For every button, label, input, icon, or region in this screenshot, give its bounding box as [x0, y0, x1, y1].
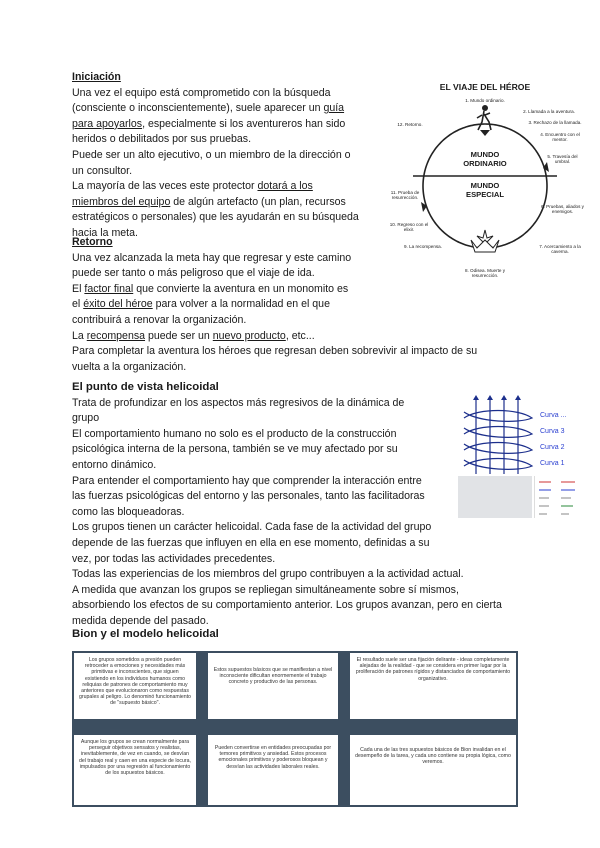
paragraph-line: El factor final que convierte la aventura en un monomito es: [72, 282, 349, 295]
hero-journey-diagram: [385, 78, 585, 288]
paragraph-line: medida depende del pasado.: [72, 614, 209, 627]
bion-model-grid: [72, 651, 518, 807]
paragraph-line: vez, por todas las actividades precedentes.: [72, 552, 276, 565]
bion-cell: Pueden convertirse en entidades preocupadas por temores primitivos y ansiedad. Estos procesos emocionales primitivos y poderosos bloquean y desvían las actividades laborales reales.: [208, 735, 338, 805]
hero-figure-icon: [477, 105, 491, 130]
helix-image-placeholder: [458, 476, 532, 518]
paragraph-line: para apoyarlos, especialmente si los aventureros han sido: [72, 117, 346, 130]
hero-step-label: 12. Retorno.: [397, 122, 423, 127]
paragraph-line: Puede ser un alto ejecutivo, o un miembro de la dirección o: [72, 148, 351, 161]
paragraph-line: (consciente o inconscientemente), suele aparecer un guía: [72, 102, 345, 115]
paragraph-line: depende de las fuerzas que influyen en ella en ese momento, definidas a su: [72, 536, 430, 549]
paragraph-line: A medida que avanzan los grupos se repliegan simultáneamente sobre sí mismos,: [72, 583, 459, 596]
world-special-label: MUNDO ESPECIAL: [466, 181, 504, 199]
hero-step-label: 6. Pruebas, aliados y enemigos.: [541, 204, 584, 215]
paragraph-line: estratégicos o personales) que les ayudarán en su búsqueda: [72, 211, 359, 224]
hero-diagram-title: EL VIAJE DEL HÉROE: [439, 82, 531, 92]
hero-step-label: 5. Travesía del umbral.: [547, 154, 578, 165]
hero-step-label: 11. Prueba de resurrección.: [390, 190, 420, 201]
paragraph-line: Todas las experiencias de los miembros del grupo contribuyen a la actividad actual.: [72, 568, 464, 581]
hero-step-label: 3. Rechazo de la llamada.: [528, 120, 582, 125]
heading-helicoidal: El punto de vista helicoidal: [72, 381, 219, 393]
paragraph-line: miembros del equipo de algún artefacto (un plan, recursos: [72, 195, 346, 208]
paragraph-line: Para entender el comportamiento hay que comprender la interacción entre: [72, 474, 422, 487]
paragraph-line: psicológica interna de la persona, también se ve muy afectado por su: [72, 443, 398, 456]
heading-iniciacion: Iniciación: [72, 71, 121, 83]
bion-cell: Aunque los grupos se crean normalmente para perseguir objetivos sensatos y realistas, inevitablemente, de vez en cuando, se desvían del trabajo real y caen en una especie de locura, impulsados por una regresión al funcionamiento de los supuestos básicos.: [74, 735, 196, 805]
hero-step-label: 8. Odisea. Muerte y resurrección.: [464, 268, 506, 279]
paragraph-line: puede ser tanto o más peligroso que el viaje de ida.: [72, 267, 315, 280]
paragraph-line: Para completar la aventura los héroes que regresan deben sobrevivir al impacto de su: [72, 345, 478, 358]
paragraph-line: Los grupos tienen un carácter helicoidal. Cada fase de la actividad del grupo: [72, 521, 432, 534]
bion-cell: Los grupos sometidos a presión pueden retroceder a emociones y necesidades más primitivas e inconscientes, que siguen existiendo en los individuos humanos como reliquias de patrones de comportamiento muy anteriores que evolucionaron como respuestas grupales al peligro. Lo denominó funcionamiento de "supuesto básico".: [74, 653, 196, 719]
paragraph-line: Una vez alcanzada la meta hay que regresar y este camino: [72, 251, 352, 264]
paragraph-line: El comportamiento humano no solo es el producto de la construcción: [72, 427, 397, 440]
paragraph-line: como las bloqueadoras.: [72, 505, 185, 518]
paragraph-line: entorno dinámico.: [72, 458, 157, 471]
hero-step-label: 9. La recompensa.: [403, 244, 443, 249]
helix-legend-thumbnail: [534, 476, 581, 518]
heading-retorno: Retorno: [72, 236, 113, 248]
paragraph-line: Trata de profundizar en los aspectos más regresivos de la dinámica de: [72, 396, 405, 409]
hero-step-label: 7. Acercamiento a la caverna.: [539, 244, 581, 255]
heading-bion: Bion y el modelo helicoidal: [72, 628, 219, 640]
paragraph-line: La recompensa puede ser un nuevo producto, etc...: [72, 329, 315, 342]
curve-label: Curva ...: [540, 412, 567, 419]
paragraph-line: grupo: [72, 412, 100, 425]
bion-cell: El resultado suele ser una fijación delirante - ideas completamente alejadas de la realidad - que se considera en primer lugar por la proliferación de patrones rígidos y distanciados de comportamiento organizativo.: [350, 653, 516, 719]
helix-graphic: [458, 394, 538, 476]
paragraph-line: hacia la meta.: [72, 226, 138, 239]
helix-diagram: [458, 394, 580, 518]
bion-cell: Estos supuestos básicos que se manifiestan a nivel inconsciente dificultan enormemente el trabajo concreto y productivo de las personas.: [208, 653, 338, 719]
paragraph-line: Una vez el equipo está comprometido con la búsqueda: [72, 86, 331, 99]
hero-step-label: 4. Encuentro con el mentor.: [540, 132, 580, 143]
paragraph-line: contribuirá a renovar la organización.: [72, 313, 247, 326]
world-ordinary-label: MUNDO ORDINARIO: [463, 150, 507, 168]
paragraph-line: las fuerzas psicológicas del entorno y las personales, tanto las facilitadoras: [72, 490, 425, 503]
paragraph-line: absorbiendo los efectos de su comportamiento anterior. Los grupos avanzan, pero en cierta: [72, 599, 502, 612]
paragraph-line: un consultor.: [72, 164, 133, 177]
paragraph-line: vuelta a la organización.: [72, 360, 187, 373]
curve-label: Curva 1: [540, 460, 565, 467]
curve-label: Curva 3: [540, 428, 565, 435]
paragraph-line: La mayoría de las veces este protector dotará a los: [72, 180, 313, 193]
bion-cell: Cada una de las tres supuestos básicos de Bion invalidan en el desempeño de la tarea, y cada uno contiene su propia lógica, como veremos.: [350, 735, 516, 805]
section-iniciacion: [72, 70, 382, 242]
hero-step-label: 2. Llamada a la aventura.: [523, 109, 575, 114]
hero-step-label: 10. Regreso con el elixir.: [389, 222, 429, 233]
hero-step-label: 1. Mundo ordinario.: [465, 98, 505, 103]
curve-label: Curva 2: [540, 444, 565, 451]
paragraph-line: el éxito del héroe para volver a la normalidad en el que: [72, 298, 330, 311]
paragraph-line: heridos o debilitados por sus pruebas.: [72, 133, 252, 146]
